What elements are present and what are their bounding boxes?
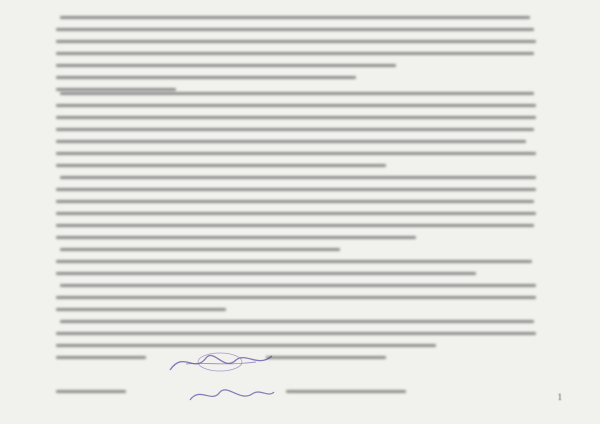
signature-row-1 (56, 352, 536, 382)
page-number: 1 (557, 392, 562, 402)
signature-image-2 (186, 382, 276, 408)
signature-image-1 (166, 344, 276, 378)
signature-row-2 (56, 384, 536, 414)
